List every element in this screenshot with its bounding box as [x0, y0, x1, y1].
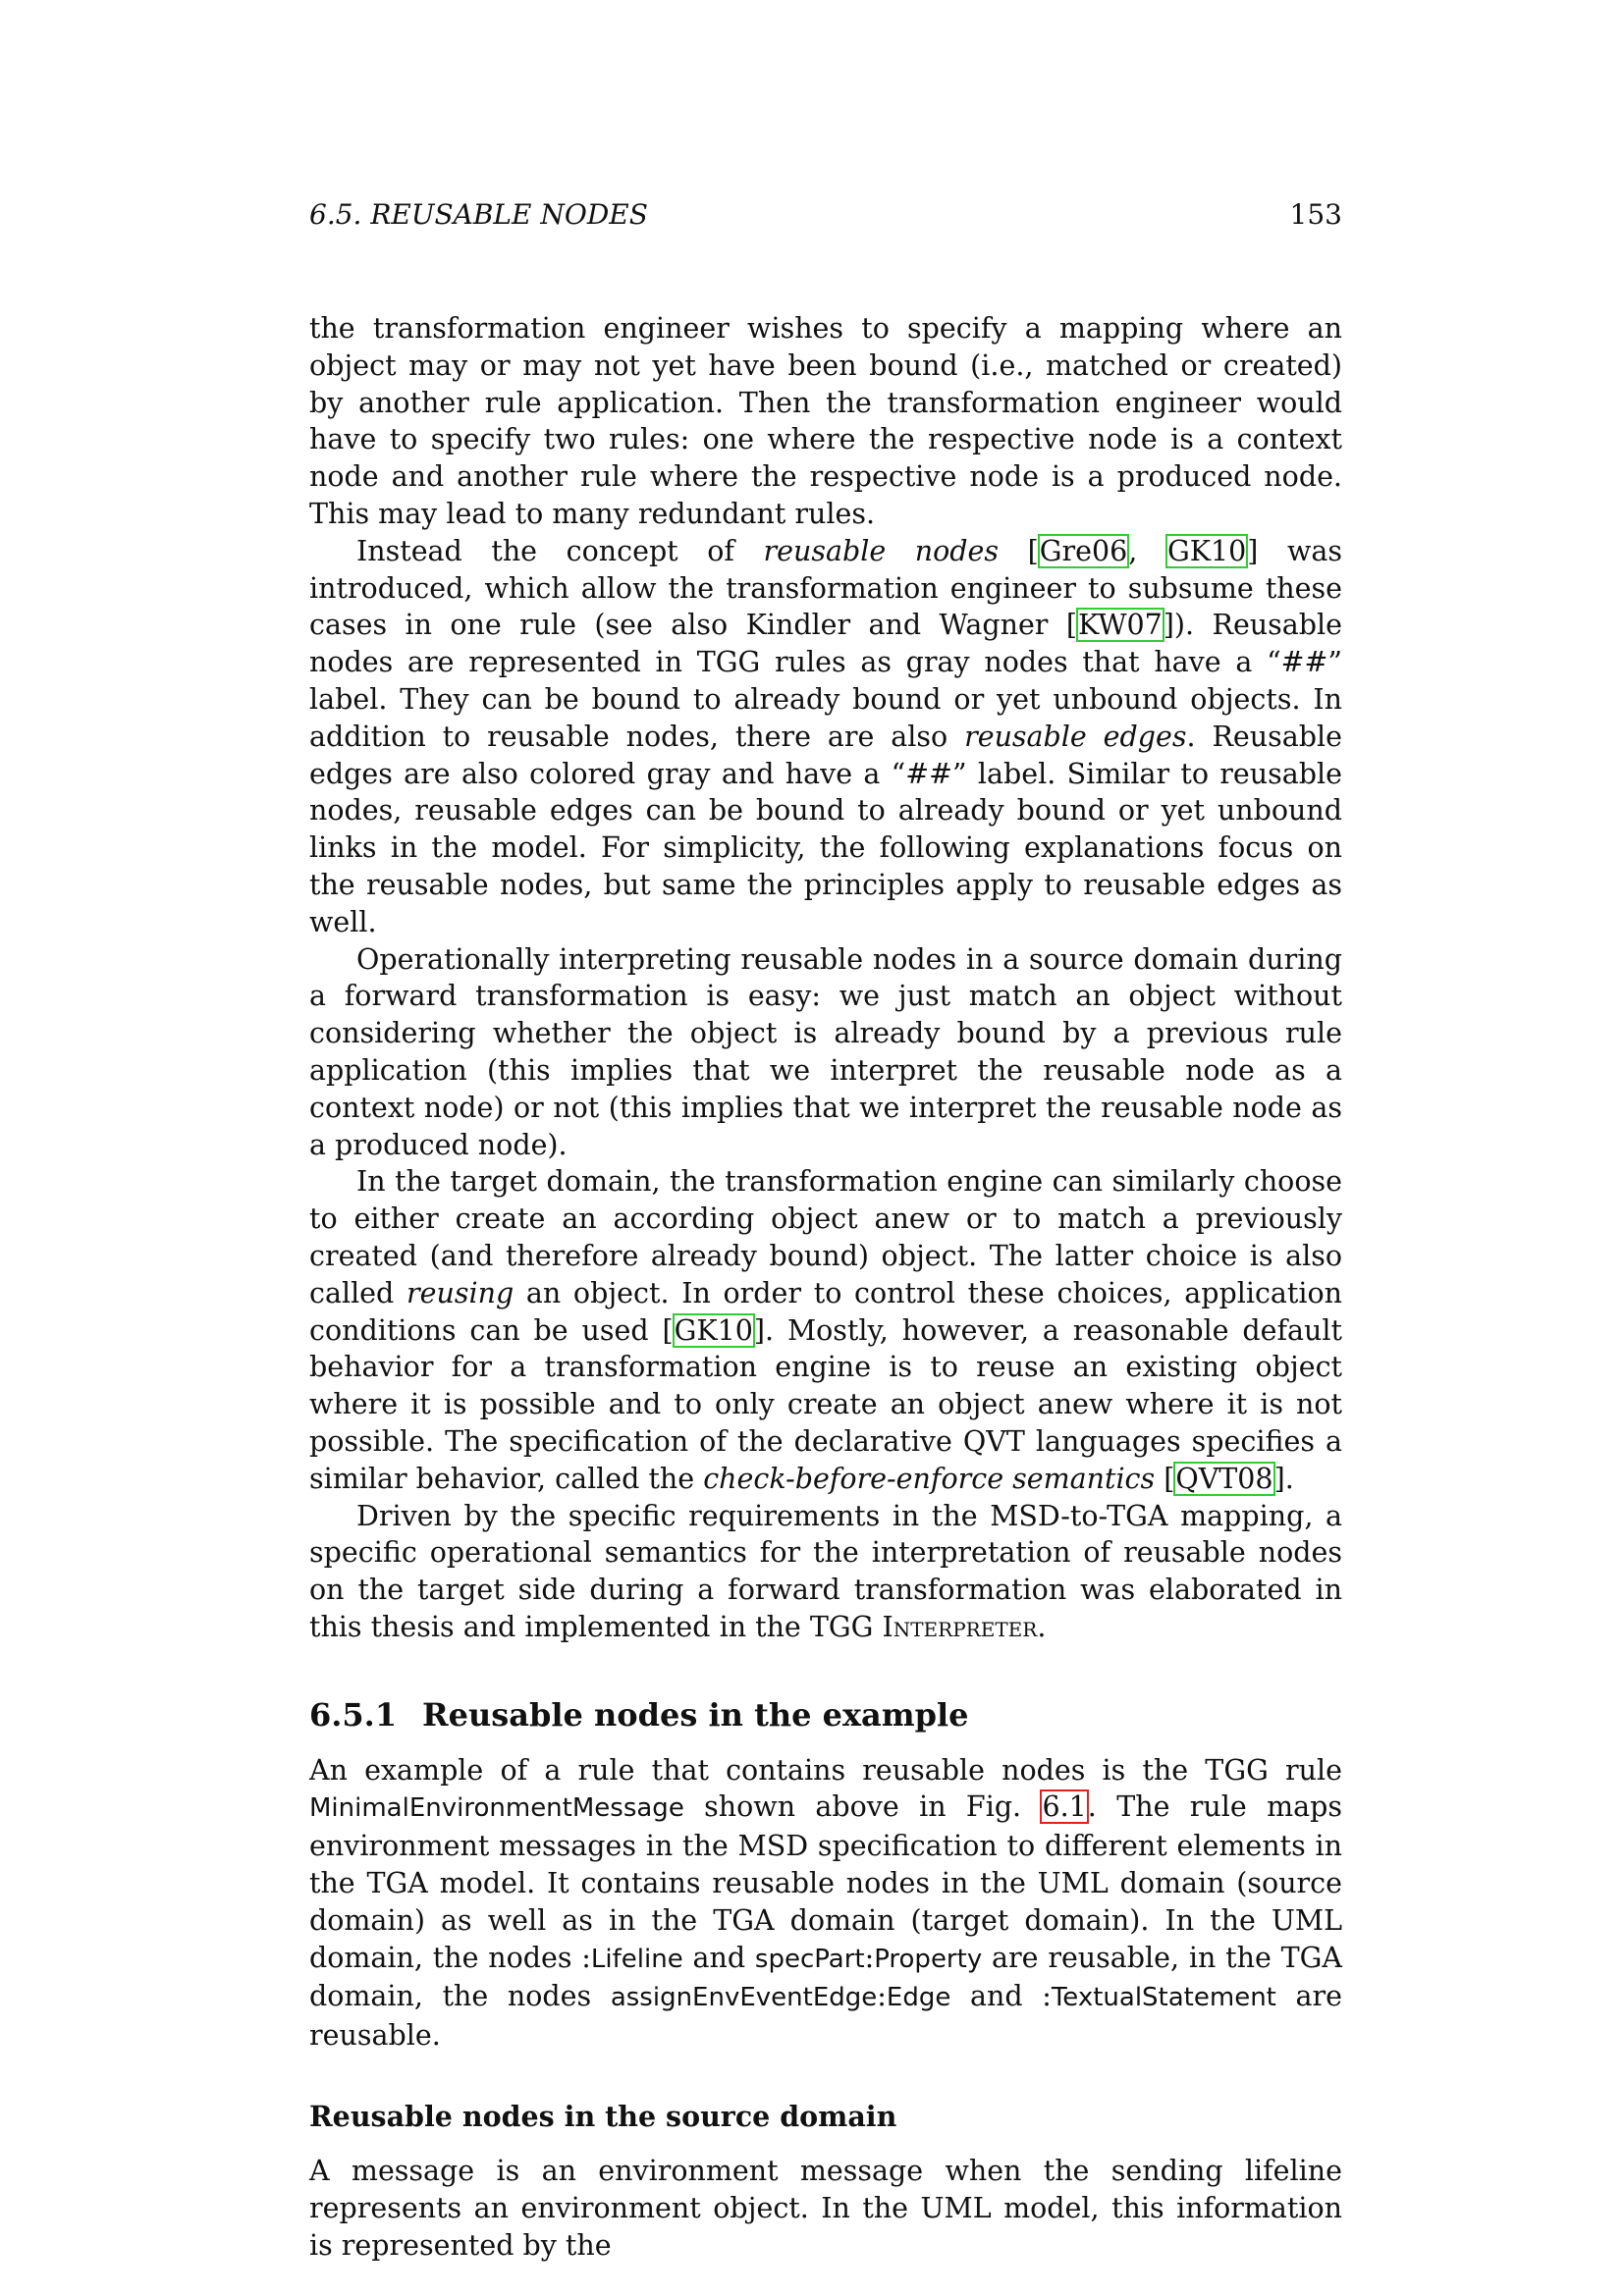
section-heading: [309, 1695, 1342, 1735]
text-run: the transformation engineer wishes to specify a mapping where an object may or may not yet have been bound (i.e., matched or created) by another rule application. Then the transformation engineer would have to specify two rules: one where the respective node is a context node and another rule where the respective node is a produced node. This may lead to many redundant rules.: [309, 312, 1342, 530]
tool-name-tgg-interpreter: TGG Interpreter: [809, 1610, 1038, 1643]
text-run: .: [1037, 1610, 1047, 1643]
emphasis-check-before-enforce: check-before-enforce semantics: [703, 1462, 1156, 1495]
paragraph-4: [309, 1163, 1342, 1497]
page-body: [309, 310, 1342, 2264]
header-section-title: 6.5. REUSABLE NODES: [309, 198, 648, 231]
text-run: are reusable, in the TGA domain, the nodes: [309, 1941, 1342, 2013]
subsection-heading: Reusable nodes in the source domain: [309, 2100, 897, 2134]
node-name: assignEnvEventEdge: [610, 1983, 878, 2013]
citation-link-qvt08[interactable]: QVT08: [1175, 1462, 1273, 1495]
text-run: [: [1155, 1462, 1175, 1495]
rule-name: MinimalEnvironmentMessage: [309, 1793, 684, 1824]
node-type-name: Property: [874, 1944, 983, 1974]
text-run: An example of a rule that contains reusable nodes is the TGG rule: [309, 1753, 1342, 1787]
text-run: . Reusable edges are also colored gray and have a “##” label. Similar to reusable nodes, reusable edges can be bound to already bound or yet unbound links in the model. For simplicity, the following explanations focus on the reusable nodes, but same the principles apply to reusable edges as well.: [309, 720, 1342, 938]
text-run: [: [999, 534, 1039, 567]
figure-ref-link[interactable]: 6.1: [1042, 1790, 1087, 1824]
text-run: . The rule maps environment messages in the MSD specification to different elements in the TGA model. It contains reusable nodes in the UML domain (source domain) as well as in the TGA domain (target domain). In the UML domain, the nodes :: [309, 1790, 1342, 1974]
paragraph-1: [309, 310, 1342, 533]
text-run: Operationally interpreting reusable nodes in a source domain during a forward transformation is easy: we just match an object without considering whether the object is already bound by a previous rule application (this implies that we interpret the reusable node as a context node) or not (this implies that we interpret the reusable node as a produced node).: [309, 942, 1342, 1161]
text-run: ]. Mostly, however, a reasonable default behavior for a transformation engine is to reuse an existing object where it is possible and to only create an object anew where it is not possible. The specification of the declarative QVT languages specifies a similar behavior, called the: [309, 1313, 1342, 1495]
text-run: shown above in Fig.: [683, 1790, 1042, 1824]
section-number: 6.5.1: [309, 1695, 398, 1734]
emphasis-reusable-nodes: reusable nodes: [763, 534, 1000, 567]
text-run: :: [864, 1941, 875, 1974]
paragraph-2: [309, 533, 1342, 941]
paragraph-5: [309, 1498, 1342, 1646]
running-header: [309, 198, 1342, 238]
text-run: Instead the concept of: [356, 534, 764, 567]
citation-link-gre06[interactable]: Gre06: [1039, 534, 1128, 567]
text-run: and :: [950, 1980, 1052, 2013]
text-run: ,: [1128, 534, 1166, 567]
node-type-name: Lifeline: [590, 1944, 683, 1974]
emphasis-reusing: reusing: [406, 1276, 514, 1309]
text-run: ] was introduced, which allow the transformation engineer to subsume these cases in one rule (see also Kindler and Wagner [: [309, 534, 1342, 642]
node-name: specPart: [754, 1944, 865, 1974]
text-run: ].: [1273, 1462, 1294, 1495]
text-run: an object. In order to control these choices, application conditions can be used [: [309, 1276, 1342, 1347]
text-run: are reusable.: [309, 1980, 1343, 2053]
text-run: A message is an environment message when the sending lifeline represents an environment object. In the UML model, this information is represented by the: [309, 2155, 1342, 2262]
node-type-name: Edge: [886, 1983, 951, 2013]
node-type-name: TextualStatement: [1051, 1983, 1276, 2013]
text-run: and: [682, 1941, 755, 1974]
paragraph-6: [309, 1752, 1342, 2055]
paragraph-3: [309, 941, 1342, 1164]
text-run: ]). Reusable nodes are represented in TGG rules as gray nodes that have a “##” label. They can be bound to already bound or yet unbound objects. In addition to reusable nodes, there are also: [309, 609, 1343, 753]
emphasis-reusable-edges: reusable edges: [964, 720, 1187, 753]
citation-link-gk10[interactable]: GK10: [674, 1313, 753, 1347]
citation-link-gk10[interactable]: GK10: [1166, 534, 1247, 567]
section-title: Reusable nodes in the example: [422, 1695, 969, 1734]
text-run: Driven by the specific requirements in the MSD-to-TGA mapping, a specific operational semantics for the interpretation of reusable nodes on the target side during a forward transformation was elaborated in this thesis and implemented in the: [309, 1499, 1342, 1643]
citation-link-kw07[interactable]: KW07: [1077, 609, 1163, 642]
text-run: :: [877, 1980, 887, 2013]
text-run: In the target domain, the transformation engine can similarly choose to either create an according object anew or to match a previously created (and therefore already bound) object. The latter choice is also called: [309, 1165, 1342, 1309]
paragraph-7: [309, 2153, 1342, 2264]
page-number: 153: [1289, 198, 1342, 231]
